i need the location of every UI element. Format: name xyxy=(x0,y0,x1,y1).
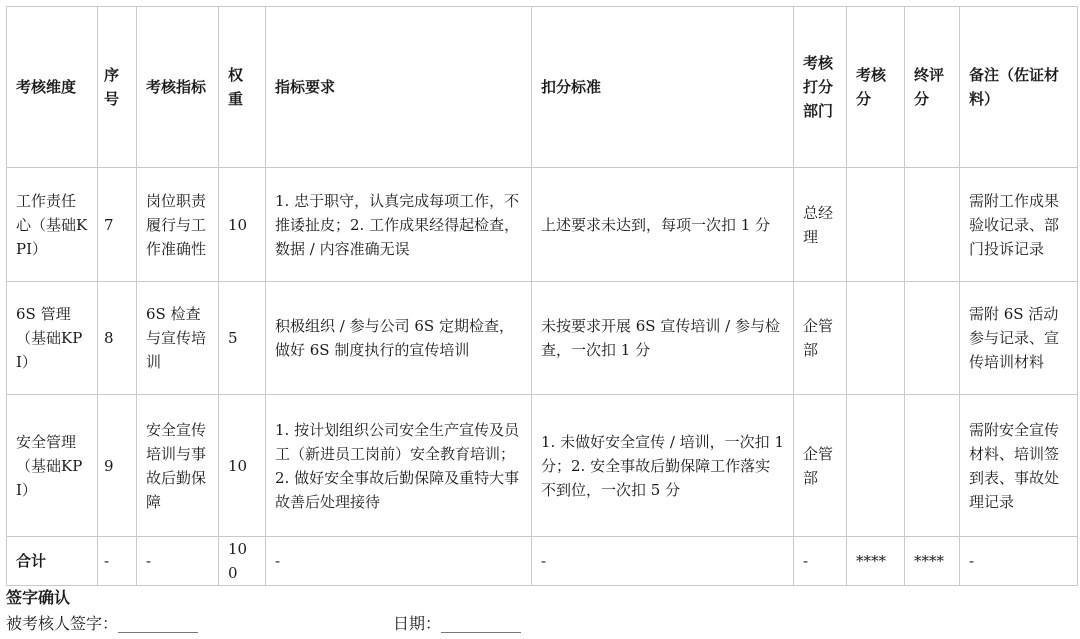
cell-no: 7 xyxy=(98,168,137,282)
cell-remark: 需附工作成果验收记录、部门投诉记录 xyxy=(960,168,1078,282)
total-requirement: - xyxy=(266,537,532,586)
cell-deduction: 1. 未做好安全宣传 / 培训，一次扣 1 分；2. 安全事故后勤保障工作落实不到位，一次扣 5 分 xyxy=(532,395,794,537)
header-remark: 备注（佐证材料） xyxy=(960,7,1078,168)
cell-remark: 需附安全宣传材料、培训签到表、事故处理记录 xyxy=(960,395,1078,537)
signature-title: 签字确认 xyxy=(6,588,71,607)
header-no: 序号 xyxy=(98,7,137,168)
total-deduction: - xyxy=(532,537,794,586)
table-header-row xyxy=(7,7,1078,168)
header-score: 考核分 xyxy=(847,7,905,168)
cell-indicator: 岗位职责履行与工作准确性 xyxy=(137,168,219,282)
cell-weight: 10 xyxy=(219,395,266,537)
cell-dept: 企管部 xyxy=(794,282,847,395)
cell-requirement: 1. 按计划组织公司安全生产宣传及员工（新进员工岗前）安全教育培训；2. 做好安全事故后勤保障及重特大事故善后处理接待 xyxy=(266,395,532,537)
kpi-table xyxy=(6,6,1078,586)
signer-signature-field[interactable]: 被考核人签字：__________ xyxy=(6,614,199,633)
cell-dept: 总经理 xyxy=(794,168,847,282)
total-label: 合计 xyxy=(7,537,98,586)
cell-dimension: 工作责任心（基础KPI） xyxy=(7,168,98,282)
cell-final[interactable] xyxy=(905,395,960,537)
total-dept: - xyxy=(794,537,847,586)
cell-no: 8 xyxy=(98,282,137,395)
cell-indicator: 6S 检查与宣传培训 xyxy=(137,282,219,395)
header-dimension: 考核维度 xyxy=(7,7,98,168)
date-field[interactable]: 日期：__________ xyxy=(393,614,522,633)
cell-dimension: 安全管理（基础KPI） xyxy=(7,395,98,537)
total-score: **** xyxy=(847,537,905,586)
total-remark: - xyxy=(960,537,1078,586)
cell-score[interactable] xyxy=(847,282,905,395)
cell-requirement: 积极组织 / 参与公司 6S 定期检查，做好 6S 制度执行的宣传培训 xyxy=(266,282,532,395)
header-deduction: 扣分标准 xyxy=(532,7,794,168)
cell-remark: 需附 6S 活动参与记录、宣传培训材料 xyxy=(960,282,1078,395)
table-row xyxy=(7,282,1078,395)
total-indicator: - xyxy=(137,537,219,586)
header-indicator: 考核指标 xyxy=(137,7,219,168)
cell-final[interactable] xyxy=(905,282,960,395)
table-row xyxy=(7,395,1078,537)
cell-requirement: 1. 忠于职守，认真完成每项工作，不推诿扯皮；2. 工作成果经得起检查，数据 / 内容准确无误 xyxy=(266,168,532,282)
cell-score[interactable] xyxy=(847,168,905,282)
cell-no: 9 xyxy=(98,395,137,537)
cell-deduction: 上述要求未达到，每项一次扣 1 分 xyxy=(532,168,794,282)
cell-dimension: 6S 管理（基础KPI） xyxy=(7,282,98,395)
total-no: - xyxy=(98,537,137,586)
header-requirement: 指标要求 xyxy=(266,7,532,168)
total-weight: 100 xyxy=(219,537,266,586)
cell-dept: 企管部 xyxy=(794,395,847,537)
cell-indicator: 安全宣传培训与事故后勤保障 xyxy=(137,395,219,537)
cell-weight: 5 xyxy=(219,282,266,395)
total-final: **** xyxy=(905,537,960,586)
table-row xyxy=(7,168,1078,282)
cell-weight: 10 xyxy=(219,168,266,282)
cell-score[interactable] xyxy=(847,395,905,537)
header-weight: 权重 xyxy=(219,7,266,168)
header-dept: 考核打分部门 xyxy=(794,7,847,168)
cell-final[interactable] xyxy=(905,168,960,282)
cell-deduction: 未按要求开展 6S 宣传培训 / 参与检查，一次扣 1 分 xyxy=(532,282,794,395)
total-row xyxy=(7,537,1078,586)
header-final: 终评分 xyxy=(905,7,960,168)
